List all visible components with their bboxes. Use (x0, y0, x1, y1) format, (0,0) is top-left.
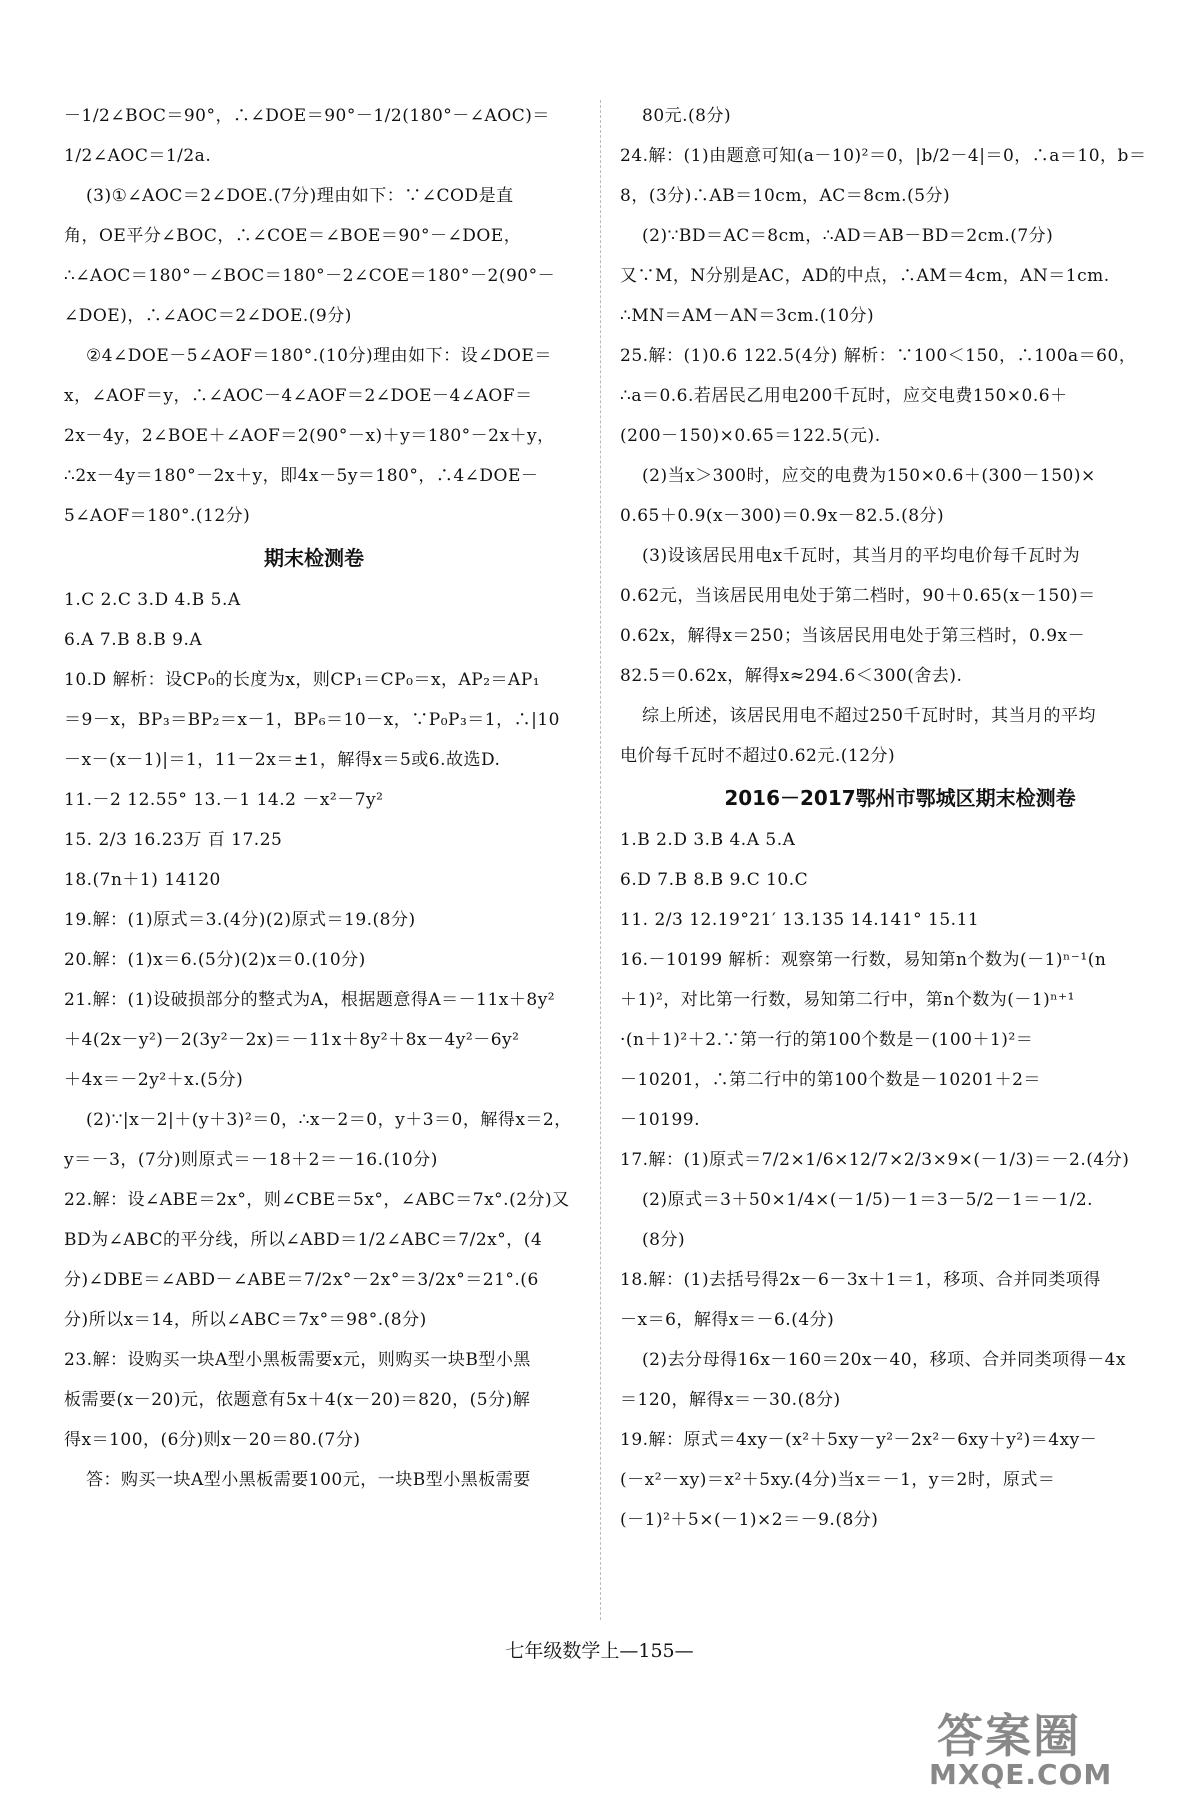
text-line: 10.D 解析：设CP₀的长度为x，则CP₁＝CP₀＝x，AP₂＝AP₁ (64, 670, 541, 690)
text-line: ②4∠DOE－5∠AOF＝180°.(10分)理由如下：设∠DOE＝ (86, 346, 552, 366)
text-line: (－1)²＋5×(－1)×2＝－9.(8分) (620, 1510, 879, 1530)
text-line: (3)设该居民用电x千瓦时，其当月的平均电价每千瓦时为 (642, 546, 1081, 566)
text-line: 分)∠DBE＝∠ABD－∠ABE＝7/2x°－2x°＝3/2x°＝21°.(6 (64, 1270, 539, 1290)
text-line: ·(n＋1)²＋2.∵第一行的第100个数是－(100＋1)²＝ (620, 1030, 1034, 1050)
text-line: 18.解：(1)去括号得2x－6－3x＋1＝1，移项、合并同类项得 (620, 1270, 1101, 1290)
watermark-text: 答案圈 (937, 1709, 1081, 1763)
text-line: (2)当x＞300时，应交的电费为150×0.6＋(300－150)× (642, 466, 1096, 486)
text-line: 24.解：(1)由题意可知(a－10)²＝0，|b/2－4|＝0，∴a＝10，b＝ (620, 146, 1147, 166)
text-line: 80元.(8分) (642, 106, 732, 126)
text-line: 角，OE平分∠BOC，∴∠COE＝∠BOE＝90°－∠DOE， (64, 226, 522, 246)
text-line: －10199. (620, 1110, 700, 1130)
text-line: 15. 2/3 16.23万 百 17.25 (64, 830, 283, 850)
text-line: 0.62元，当该居民用电处于第二档时，90＋0.65(x－150)＝ (620, 586, 1096, 606)
text-line: 分)所以x＝14，所以∠ABC＝7x°＝98°.(8分) (64, 1310, 427, 1330)
text-line: ＝120，解得x＝－30.(8分) (620, 1390, 841, 1410)
text-line: ＋4(2x－y²)－2(3y²－2x)＝－11x＋8y²＋8x－4y²－6y² (64, 1030, 520, 1050)
text-line: ＋1)²，对比第一行数，易知第二行中，第n个数为(－1)ⁿ⁺¹ (620, 990, 1075, 1010)
watermark-logo (929, 1700, 1129, 1790)
text-line: ∴2x－4y＝180°－2x＋y，即4x－5y＝180°，∴4∠DOE－ (64, 466, 539, 486)
text-line: 82.5＝0.62x，解得x≈294.6＜300(舍去). (620, 666, 963, 686)
section-heading: 期末检测卷 (264, 546, 364, 570)
text-line: 16.－10199 解析：观察第一行数，易知第n个数为(－1)ⁿ⁻¹(n (620, 950, 1107, 970)
text-line: 电价每千瓦时不超过0.62元.(12分) (620, 746, 896, 766)
watermark-url: MXQE.COM (929, 1758, 1113, 1791)
text-line: 0.65＋0.9(x－300)＝0.9x－82.5.(8分) (620, 506, 945, 526)
text-line: 板需要(x－20)元，依题意有5x＋4(x－20)＝820，(5分)解 (64, 1390, 531, 1410)
text-line: 综上所述，该居民用电不超过250千瓦时时，其当月的平均 (642, 706, 1096, 726)
text-line: (3)①∠AOC＝2∠DOE.(7分)理由如下：∵∠COD是直 (86, 186, 514, 206)
text-line: BD为∠ABC的平分线，所以∠ABD＝1/2∠ABC＝7/2x°，(4 (64, 1230, 543, 1250)
text-line: 23.解：设购买一块A型小黑板需要x元，则购买一块B型小黑 (64, 1350, 531, 1370)
text-line: 22.解：设∠ABE＝2x°，则∠CBE＝5x°，∠ABC＝7x°.(2分)又 (64, 1190, 570, 1210)
column-divider (600, 100, 601, 1620)
text-line: (2)原式＝3＋50×1/4×(－1/5)－1＝3－5/2－1＝－1/2. (642, 1190, 1094, 1210)
text-line: (2)去分母得16x－160＝20x－40，移项、合并同类项得－4x (642, 1350, 1127, 1370)
text-line: (－x²－xy)＝x²＋5xy.(4分)当x＝－1，y＝2时，原式＝ (620, 1470, 1056, 1490)
section-heading: 2016－2017鄂州市鄂城区期末检测卷 (724, 786, 1076, 810)
page-footer: 七年级数学上—155— (505, 1640, 694, 1662)
text-line: 19.解：原式＝4xy－(x²＋5xy－y²－2x²－6xy＋y²)＝4xy－ (620, 1430, 1098, 1450)
text-line: ∴MN＝AM－AN＝3cm.(10分) (620, 306, 875, 326)
text-line: －1/2∠BOC＝90°，∴∠DOE＝90°－1/2(180°－∠AOC)＝ (64, 106, 550, 126)
text-line: 19.解：(1)原式＝3.(4分)(2)原式＝19.(8分) (64, 910, 416, 930)
text-line: ＋4x＝－2y²＋x.(5分) (64, 1070, 244, 1090)
text-line: 25.解：(1)0.6 122.5(4分) 解析：∵100＜150，∴100a＝60， (620, 346, 1137, 366)
text-line: 答：购买一块A型小黑板需要100元，一块B型小黑板需要 (86, 1470, 531, 1490)
text-line: ＝9－x，BP₃＝BP₂＝x－1，BP₆＝10－x，∵P₀P₃＝1，∴|10 (64, 710, 560, 730)
text-line: 1/2∠AOC＝1/2a. (64, 146, 212, 166)
text-line: 18.(7n＋1) 14120 (64, 870, 221, 890)
text-line: 6.D 7.B 8.B 9.C 10.C (620, 870, 809, 890)
text-line: ∠DOE)，∴∠AOC＝2∠DOE.(9分) (64, 306, 352, 326)
text-line: 20.解：(1)x＝6.(5分)(2)x＝0.(10分) (64, 950, 366, 970)
text-line: 得x＝100，(6分)则x－20＝80.(7分) (64, 1430, 361, 1450)
text-line: (8分) (642, 1230, 686, 1250)
text-line: 11. 2/3 12.19°21′ 13.135 14.141° 15.11 (620, 910, 980, 930)
text-line: ∴∠AOC＝180°－∠BOC＝180°－2∠COE＝180°－2(90°－ (64, 266, 556, 286)
right-column (620, 96, 1180, 1540)
text-line: 6.A 7.B 8.B 9.A (64, 630, 203, 650)
text-line: ∴a＝0.6.若居民乙用电200千瓦时，应交电费150×0.6＋ (620, 386, 1068, 406)
text-line: 11.－2 12.55° 13.－1 14.2 －x²－7y² (64, 790, 384, 810)
text-line: (200－150)×0.65＝122.5(元). (620, 426, 881, 446)
text-line: x，∠AOF＝y，∴∠AOC－4∠AOF＝2∠DOE－4∠AOF＝ (64, 386, 533, 406)
text-line: －x＝6，解得x＝－6.(4分) (620, 1310, 835, 1330)
text-line: －x－(x－1)|＝1，11－2x＝±1，解得x＝5或6.故选D. (64, 750, 501, 770)
text-line: 0.62x，解得x＝250；当该居民用电处于第三档时，0.9x－ (620, 626, 1086, 646)
left-column (64, 96, 572, 1500)
text-line: 1.B 2.D 3.B 4.A 5.A (620, 830, 796, 850)
text-line: 21.解：(1)设破损部分的整式为A，根据题意得A＝－11x＋8y² (64, 990, 556, 1010)
text-line: 2x－4y，2∠BOE＋∠AOF＝2(90°－x)＋y＝180°－2x＋y， (64, 426, 555, 446)
text-line: (2)∵BD＝AC＝8cm，∴AD＝AB－BD＝2cm.(7分) (642, 226, 1054, 246)
text-line: －10201，∴第二行中的第100个数是－10201＋2＝ (620, 1070, 1041, 1090)
text-line: 17.解：(1)原式＝7/2×1/6×12/7×2/3×9×(－1/3)＝－2.(4分) (620, 1150, 1130, 1170)
text-line: 1.C 2.C 3.D 4.B 5.A (64, 590, 241, 610)
text-line: 5∠AOF＝180°.(12分) (64, 506, 251, 526)
text-line: y＝－3，(7分)则原式＝－18＋2＝－16.(10分) (64, 1150, 438, 1170)
text-line: 又∵M，N分别是AC，AD的中点，∴AM＝4cm，AN＝1cm. (620, 266, 1110, 286)
text-line: 8，(3分)∴AB＝10cm，AC＝8cm.(5分) (620, 186, 951, 206)
text-line: (2)∵|x－2|＋(y＋3)²＝0，∴x－2＝0，y＋3＝0，解得x＝2， (86, 1110, 572, 1130)
